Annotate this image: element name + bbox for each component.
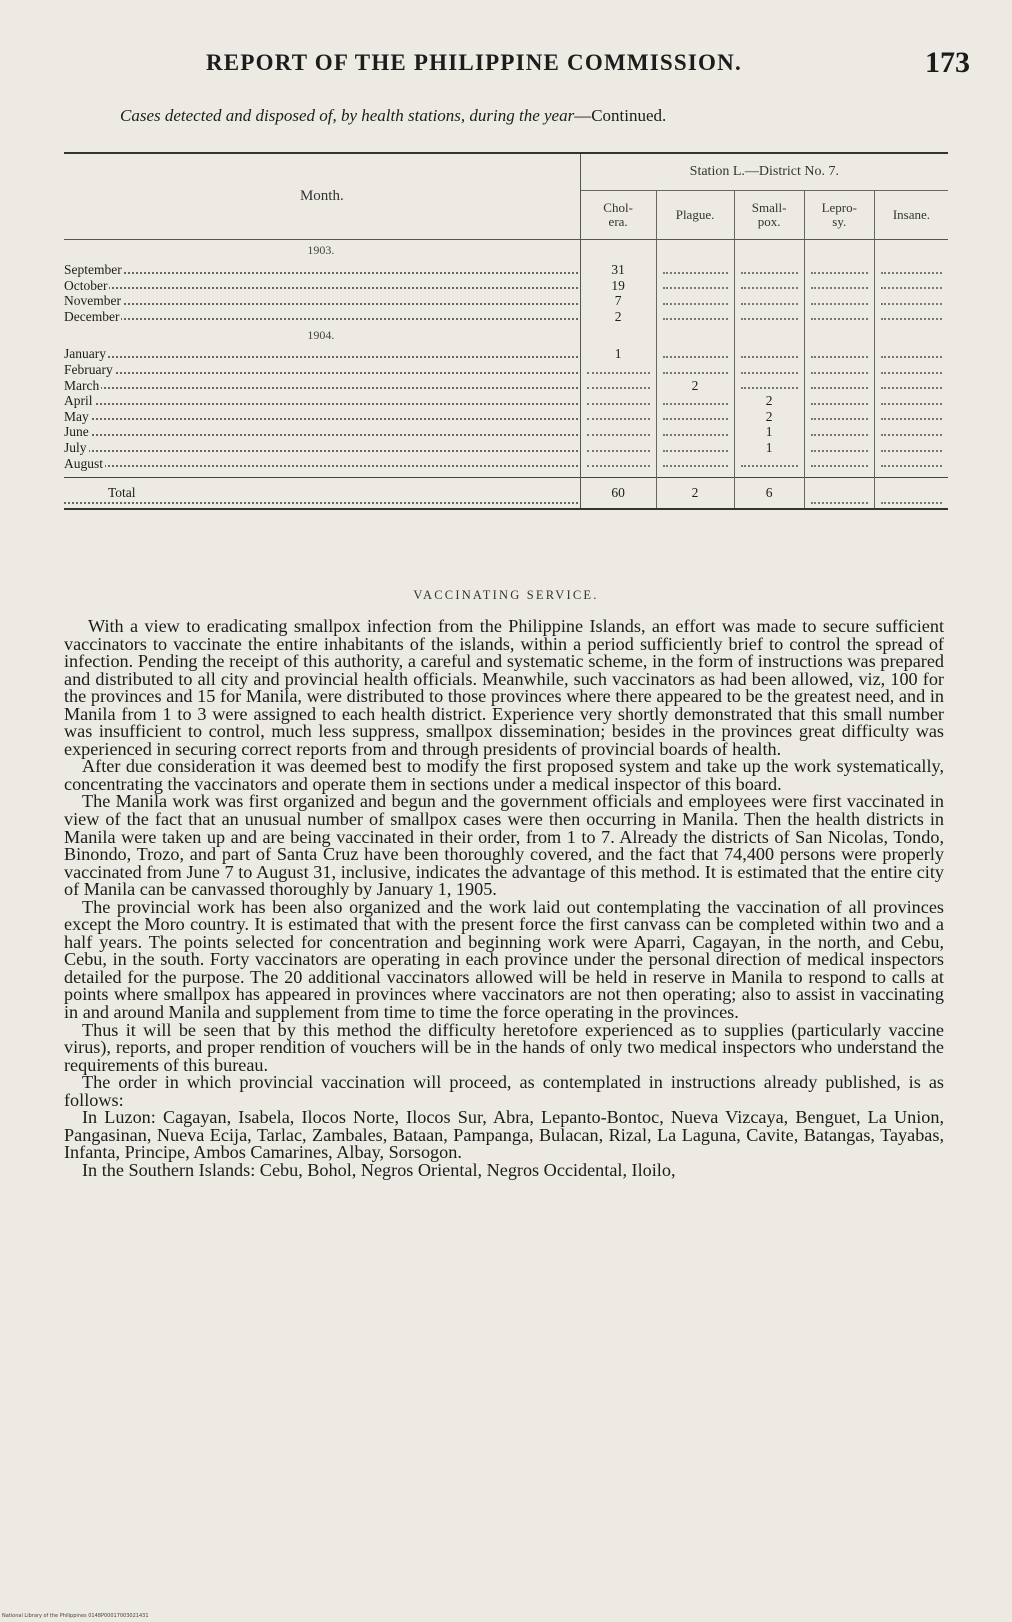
table-row	[64, 424, 948, 440]
table-cell: 2	[734, 393, 804, 409]
section-title: VACCINATING SERVICE.	[413, 588, 599, 602]
table-cell	[656, 362, 734, 378]
paragraph: The provincial work has been also organized and the work laid out contemplating the vaccination of all provinces except the Moro country. It is estimated that with the present force the first canvass can be completed within two and a half years. The points selected for concentration and beginning work were Aparri, Cagayan, in the north, and Cebu, Cebu, in the south. Forty vaccinators are operating in each province under the personal direction of medical inspectors detailed for the purpose. The 20 additional vaccinators allowed will be held in reserve in Manila to respond to calls at points where smallpox has appeared in provinces where vaccinators are not then operating; also to assist in vaccinating in and around Manila and supplement from time to time the force operating in the provinces.	[64, 896, 944, 1023]
table-cell	[874, 409, 948, 425]
table-cell	[656, 424, 734, 440]
table-cell	[656, 309, 734, 325]
table-cell	[580, 440, 656, 456]
table-cell: 2	[656, 478, 734, 510]
table-cell	[804, 478, 874, 510]
table-cell	[656, 440, 734, 456]
month-column-header: Month.	[64, 153, 580, 240]
table-cell	[874, 346, 948, 362]
table-row	[64, 293, 948, 309]
month-label: November	[64, 293, 121, 309]
year-row	[64, 240, 948, 263]
paragraph: The Manila work was first organized and begun and the government officials and employees were first vaccinated in view of the fact that an unusual number of smallpox cases were then occurring in Manila. Then the health districts in Manila were taken up and are being vaccinated in their order, from 1 to 7. Already the districts of San Nicolas, Tondo, Binondo, Trozo, and part of Santa Cruz have been thoroughly covered, and the fact that 74,400 persons were properly vaccinated from June 7 to August 31, inclusive, indicates the advantage of this method. It is estimated that the entire city of Manila can be canvassed thoroughly by January 1, 1905.	[64, 791, 944, 900]
month-label: May	[64, 408, 89, 424]
table-cell	[874, 293, 948, 309]
table-cell: 6	[734, 478, 804, 510]
table-cell	[734, 346, 804, 362]
table-cell	[874, 378, 948, 394]
table-cell: 19	[580, 278, 656, 294]
month-label: August	[64, 455, 104, 471]
table-cell	[656, 278, 734, 294]
table-row	[64, 309, 948, 325]
table-cell	[804, 293, 874, 309]
table-cell	[734, 278, 804, 294]
scan-footer-note: National Library of the Philippines 0148P00017003021431	[2, 1613, 149, 1619]
running-head: REPORT OF THE PHILIPPINE COMMISSION.	[206, 50, 742, 75]
paragraph: In the Southern Islands: Cebu, Bohol, Negros Oriental, Negros Occidental, Iloilo,	[82, 1159, 676, 1180]
column-header: Lepro- sy.	[804, 191, 874, 240]
month-label: October	[64, 277, 108, 293]
body-text	[64, 618, 944, 1180]
table-cell	[656, 346, 734, 362]
total-row	[64, 478, 948, 510]
table-cell: 2	[580, 309, 656, 325]
station-header: Station L.—District No. 7.	[580, 153, 948, 191]
table-cell	[804, 278, 874, 294]
table-cell	[734, 262, 804, 278]
table-cell	[580, 456, 656, 472]
column-header: Plague.	[656, 191, 734, 240]
table-cell	[804, 409, 874, 425]
table-cell	[804, 424, 874, 440]
year-row	[64, 324, 948, 346]
table-cell	[804, 456, 874, 472]
table-row	[64, 346, 948, 362]
month-label: December	[64, 308, 120, 324]
table-cell	[874, 424, 948, 440]
table-cell: 1	[580, 346, 656, 362]
table-cell	[874, 309, 948, 325]
paragraph: With a view to eradicating smallpox infection from the Philippine Islands, an effort was made to secure sufficient vaccinators to vaccinate the entire inhabitants of the islands, within a period sufficiently brief to control the spread of infection. Pending the receipt of this authority, a careful and systematic scheme, in the form of instructions was prepared and distributed to all city and provincial health officials. Meanwhile, such vaccinators as had been allowed, viz, 100 for the provinces and 15 for Manila, were distributed to those provinces where there appeared to be the greatest need, and in Manila from 1 to 3 were assigned to each health district. Experience very shortly demonstrated that this small number was insufficient to control, much less suppress, smallpox dissemination; besides in the provinces great difficulty was experienced in securing correct reports from and through presidents of provincial boards of health.	[64, 616, 944, 759]
table-cell	[580, 378, 656, 394]
table-cell	[734, 362, 804, 378]
table-cell: 7	[580, 293, 656, 309]
column-header: Small- pox.	[734, 191, 804, 240]
table-cell	[874, 478, 948, 510]
page-number: 173	[925, 46, 970, 79]
table-cell	[656, 293, 734, 309]
table-cell	[874, 262, 948, 278]
paragraph: After due consideration it was deemed best to modify the first proposed system and take up the work systematically, concentrating the vaccinators and operate them in sections under a medical inspector of this board.	[64, 756, 944, 794]
table-row	[64, 378, 948, 394]
table-cell	[656, 393, 734, 409]
table-cell	[804, 346, 874, 362]
month-label: April	[64, 393, 93, 409]
paragraph: Thus it will be seen that by this method the difficulty heretofore experienced as to supplies (particularly vaccine virus), reports, and proper rendition of vouchers will be in the hands of only two medical inspectors who understand the requirements of this bureau.	[64, 1019, 944, 1075]
table-cell	[804, 309, 874, 325]
table-row	[64, 456, 948, 472]
column-header: Chol- era.	[580, 191, 656, 240]
table-row	[64, 409, 948, 425]
table-row	[64, 440, 948, 456]
table-row	[64, 278, 948, 294]
paragraph: In Luzon: Cagayan, Isabela, Ilocos Norte, Ilocos Sur, Abra, Lepanto-Bontoc, Nueva Vizcaya, Benguet, La Union, Pangasinan, Nueva Ecija, Tarlac, Zambales, Bataan, Pampanga, Bulacan, Rizal, La Laguna, Cavite, Batangas, Tayabas, Infanta, Principe, Ambos Camarines, Albay, Sorsogon.	[64, 1107, 944, 1163]
table-cell: 31	[580, 262, 656, 278]
table-cell: 2	[656, 378, 734, 394]
table-cell	[734, 309, 804, 325]
month-label: March	[64, 377, 100, 393]
caption-continued: —Continued.	[574, 106, 667, 125]
table-cell	[804, 262, 874, 278]
table-cell	[874, 456, 948, 472]
month-label: February	[64, 361, 113, 377]
table-cell	[580, 424, 656, 440]
table-cell	[580, 362, 656, 378]
year-label: 1903.	[64, 240, 580, 263]
month-label: September	[64, 262, 122, 277]
table-cell	[804, 393, 874, 409]
table-row	[64, 262, 948, 278]
table-cell: 1	[734, 440, 804, 456]
table-cell: 2	[734, 409, 804, 425]
table-cell	[874, 278, 948, 294]
table-caption	[120, 106, 920, 126]
table-cell	[734, 456, 804, 472]
table-cell	[804, 440, 874, 456]
column-header: Insane.	[874, 191, 948, 240]
table-cell	[656, 456, 734, 472]
table-cell	[734, 378, 804, 394]
table-row	[64, 393, 948, 409]
paragraph: The order in which provincial vaccination will proceed, as contemplated in instructions already published, is as follows:	[64, 1072, 944, 1110]
table-cell	[804, 362, 874, 378]
month-label: July	[64, 439, 87, 455]
table-cell	[874, 362, 948, 378]
table-cell	[656, 262, 734, 278]
table-cell	[656, 409, 734, 425]
month-label: January	[64, 346, 106, 362]
table-cell	[874, 393, 948, 409]
table-cell: 1	[734, 424, 804, 440]
table-cell	[804, 378, 874, 394]
caption-italic: Cases detected and disposed of, by health stations, during the year	[120, 106, 575, 125]
table-cell	[734, 293, 804, 309]
table-cell	[580, 393, 656, 409]
cases-table	[64, 152, 948, 510]
year-label: 1904.	[64, 324, 580, 346]
table-cell	[580, 409, 656, 425]
total-label: Total	[64, 485, 138, 500]
month-label: June	[64, 424, 89, 440]
table-cell: 60	[580, 478, 656, 510]
table-cell	[874, 440, 948, 456]
table-row	[64, 362, 948, 378]
page-header	[110, 46, 972, 82]
